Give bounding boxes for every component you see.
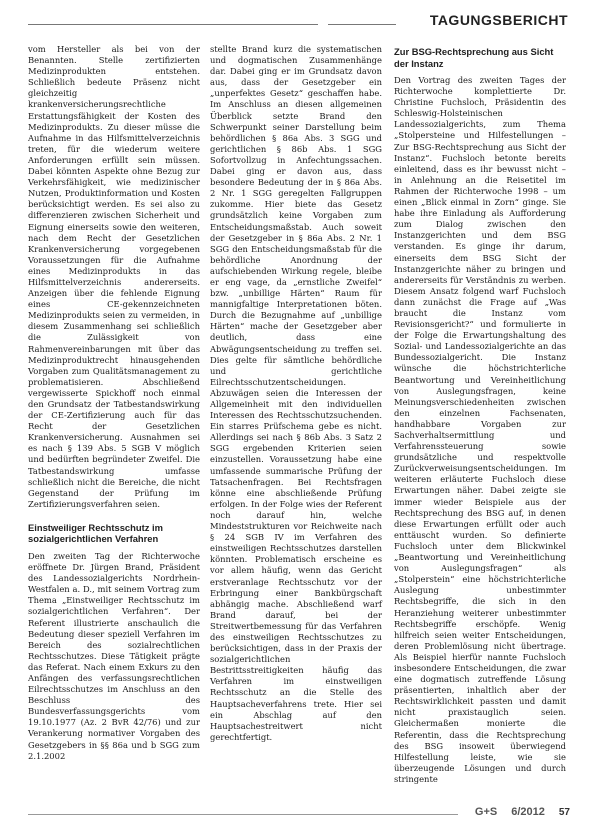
header-rule (28, 24, 318, 25)
column-3 (394, 44, 566, 785)
section-heading: Einstweiliger Rechtsschutz im sozialgerichtlichen Verfahren (28, 521, 163, 545)
page-footer (475, 806, 570, 818)
footer-rule (28, 814, 458, 815)
paragraph: Den zweiten Tag der Richterwoche eröffnete Dr. Jürgen Brand, Präsident des Landessozialgerichts Nordrhein-Westfalen a. D., mit seinem Vortrag zum Thema „Einstweiliger Rechtsschutz im sozialgerichtlichen Verfahren“. Der Referent illustrierte anschaulich die Bedeutung dieser speziell Verfahren im Bereich des sozialrechtlichen Rechtsschutzes. Diese Tätigkeit prägte das Referat. Nach einem Exkurs zu den Anfängen des verfassungsrechtlichen Eilrechtsschutzes im Anschluss an den Beschluss des Bundesverfassungsgerichts vom 19.10.1977 (Az. 2 BvR 42/76) und zur Verankerung normativer Vorgaben des Gesetzgebers in §§ 86a und b SGG zum 2.1.2002 (28, 550, 200, 761)
section-heading: Zur BSG-Rechtsprechung aus Sicht der Instanz (394, 46, 554, 69)
issue-number: 6/2012 (511, 806, 545, 818)
header-rule-short (328, 24, 396, 25)
column-2 (210, 44, 382, 743)
paragraph: stellte Brand kurz die systematischen und dogmatischen Zusammenhänge dar. Dabei ging er im Grundsatz davon aus, dass der Gesetzgeber ein „unperfektes Gesetz“ geschaffen habe. Im Anschluss an diesen allgemeinen Überblick setzte Brand den Schwerpunkt seiner Darstellung beim behördlichen § 86a Abs. 3 SGG und gerichtlichen § 86b Abs. 1 SGG Sofortvollzug in Anfechtungssachen. Dabei ging er davon aus, dass besondere Bedeutung der in § 86a Abs. 2 Nr. 1 SGG geregelten Fallgruppen zukomme. Hier biete das Gesetz grundsätzlich keine Vorgaben zum Entscheidungsmaßstab. Auch soweit der Gesetzgeber in § 86a Abs. 2 Nr. 1 SGG den Entscheidungsmaßstab für die behördliche Anordnung der aufschiebenden Wirkung regele, bleibe er eng vage, da „ernstliche Zweifel“ bzw. „unbillige Härten“ Raum für mannigfaltige Interpretationen böten. Durch die Bezugnahme auf „unbillige Härten“ mache der Gesetzgeber aber deutlich, dass eine Abwägungsentscheidung zu treffen sei. Dies gelte für sämtliche behördliche und gerichtliche Eilrechtsschutzentscheidungen. Abzuwägen seien die Interessen der Allgemeinheit mit den individuellen Interessen des Rechtsschutzsuchenden. Ein starres Prüfschema gebe es nicht. Allerdings sei nach § 86b Abs. 3 Satz 2 SGG ergebenden Kriterien seien einzustellen. Voraussetzung habe eine umfassende summarische Prüfung der Tatsachenfragen. Bei Rechtsfragen könne eine abschließende Prüfung erfolgen. In der Folge wies der Referent noch darauf hin, welche Mindeststrukturen vor Reichweite nach § 24 SGB IV im Verfahren des einstweiligen Rechtsschutzes darstellen könnten. Problematisch erscheine es vor allem häufig, wenn das Gericht erstveranlage Rechtsschutz vor der Erbringung einer Bankbürgschaft abhängig mache. Abschließend warf Brand darauf, bei der Streitwertbemessung für das Verfahren des einstweiligen Rechtsschutzes zu berücksichtigen, dass in der Praxis der sozialgerichtlichen Bestrittsstreitigkeiten häufig das Verfahren im einstweiligen Rechtsschutz an die Stelle des Hauptsacheverfahrens trete. Hier sei ein Abschlag auf den Hauptsachestreitwert nicht gerechtfertigt. (210, 44, 382, 742)
page-number: 57 (558, 807, 570, 818)
paragraph: Den Vortrag des zweiten Tages der Richterwoche komplettierte Dr. Christine Fuchsloch, Präsidentin des Schleswig-Holsteinischen Landessozialgerichts, zum Thema „Stolpersteine und Hilfestellungen – Zur BSG-Rechtsprechung aus Sicht der Instanz“. Fuchsloch betonte bereits einleitend, dass es ihr bewusst nicht – in Anlehnung an die Reisetitel im Rahmen der Richterwoche 1998 – um einen „Blick einmal in Zorn“ ginge. Sie habe ihre Einladung als Aufforderung zum Dialog zwischen den Instanzgerichten und dem BSG verstanden. Es ginge ihr darum, einerseits dem BSG Sicht der Instanzgerichte näher zu bringen und andererseits für Verständnis zu werben. Diesem Ansatz folgend warf Fuchsloch dann zunächst die Frage auf „Was braucht die Instanz vom Revisionsgericht?“ und formulierte in der Folge die Erwartungshaltung des Sozial- und Landessozialgerichte an das Bundessozialgericht. Die Instanz wünsche die höchstrichterliche Beantwortung und Vereinheitlichung von Auslegungsfragen, keine Meinungsverschiedenheiten zwischen den einzelnen Fachsenaten, handhabbare Vorgaben zur Sachverhaltsermittlung und Verfahrenssteuerung sowie grundsätzliche und respektvolle Zurückverweisungsentscheidungen. Im weiteren erläuterte Fuchsloch diese Erwartungen näher. Dabei zeigte sie immer wieder Beispiele aus der Rechtsprechung des BSG auf, in denen diese Erwartungen erfüllt oder auch enttäuscht wurden. So definierte Fuchsloch unter dem Blickwinkel „Beantwortung und Vereinheitlichung von Auslegungsfragen“ als „Stolperstein“ eine höchstrichterliche Auslegung unbestimmter Rechtsbegriffe, die sich in den Heranziehung weiterer unbestimmter Rechtsbegriffe erschöpfe. Wenig hilfreich seien weiter Entscheidungen, deren Problemlösung nicht übertrage. Als Beispiel hierfür nannte Fuchsloch insbesondere Entscheidungen, die zwar eine dogmatisch zutreffende Lösung präsentierten, inhaltlich aber der Rechtswirklichkeit passten und damit nicht praxistauglich seien. Gleichermaßen monierte die Referentin, dass die Rechtsprechung des BSG insoweit überwiegend Hilfestellung leiste, wie sie überzeugende Lösungen und durch stringente (394, 75, 566, 784)
paragraph: vom Hersteller als bei von der Benannten. Stelle zertifizierten Medizinprodukten entstehen. Schließlich bedeute Präsenz nicht gleichzeitig krankenversicherungsrechtliche Erstattungsfähigkeit der Kosten des Medizinprodukts. Zu dieser müsse die Aufnahme in das Hilfsmittelverzeichnis treten, für die wiederum weitere Anforderungen erfüllt sein müssen. Dabei könnten Aspekte ohne Bezug zur Verkehrsfähigkeit, wie medizinischer Nutzen, Produktinformation und Kosten berücksichtigt werden. Es sei also zu differenzieren zwischen Sicherheit und Eignung einerseits sowie den weiteren, nach dem Recht der Gesetzlichen Krankenversicherung vorgegebenen Voraussetzungen für die Aufnahme eines Medizinprodukts in das Hilfsmittelverzeichnis andererseits. Anzeigen über die fehlende Eignung eines CE-gekennzeichneten Medizinprodukts seien zu vermeiden, in diesem Zusammenhang sei schließlich die Zulässigkeit von Rahmenvereinbarungen mit über das Medizinproduktrecht hinausgehenden Vorgaben zum Qualitätsmanagement zu problematisieren. Abschließend vergewisserte Spickhoff noch einmal den Grundsatz der Tatbestandswirkung der CE-Zertifizierung auch für das Recht der Gesetzlichen Krankenversicherung. Ausnahmen sei es nach § 139 Abs. 5 SGB V möglich und bedürften begründeter Zweifel. Die Tatbestandswirkung umfasse schließlich nicht die Bereiche, die nicht Gegenstand der Prüfung im Zertifizierungsverfahren seien. (28, 44, 200, 509)
section-title: TAGUNGSBERICHT (429, 12, 568, 28)
column-1 (28, 44, 200, 762)
journal-name: G+S (474, 806, 498, 818)
